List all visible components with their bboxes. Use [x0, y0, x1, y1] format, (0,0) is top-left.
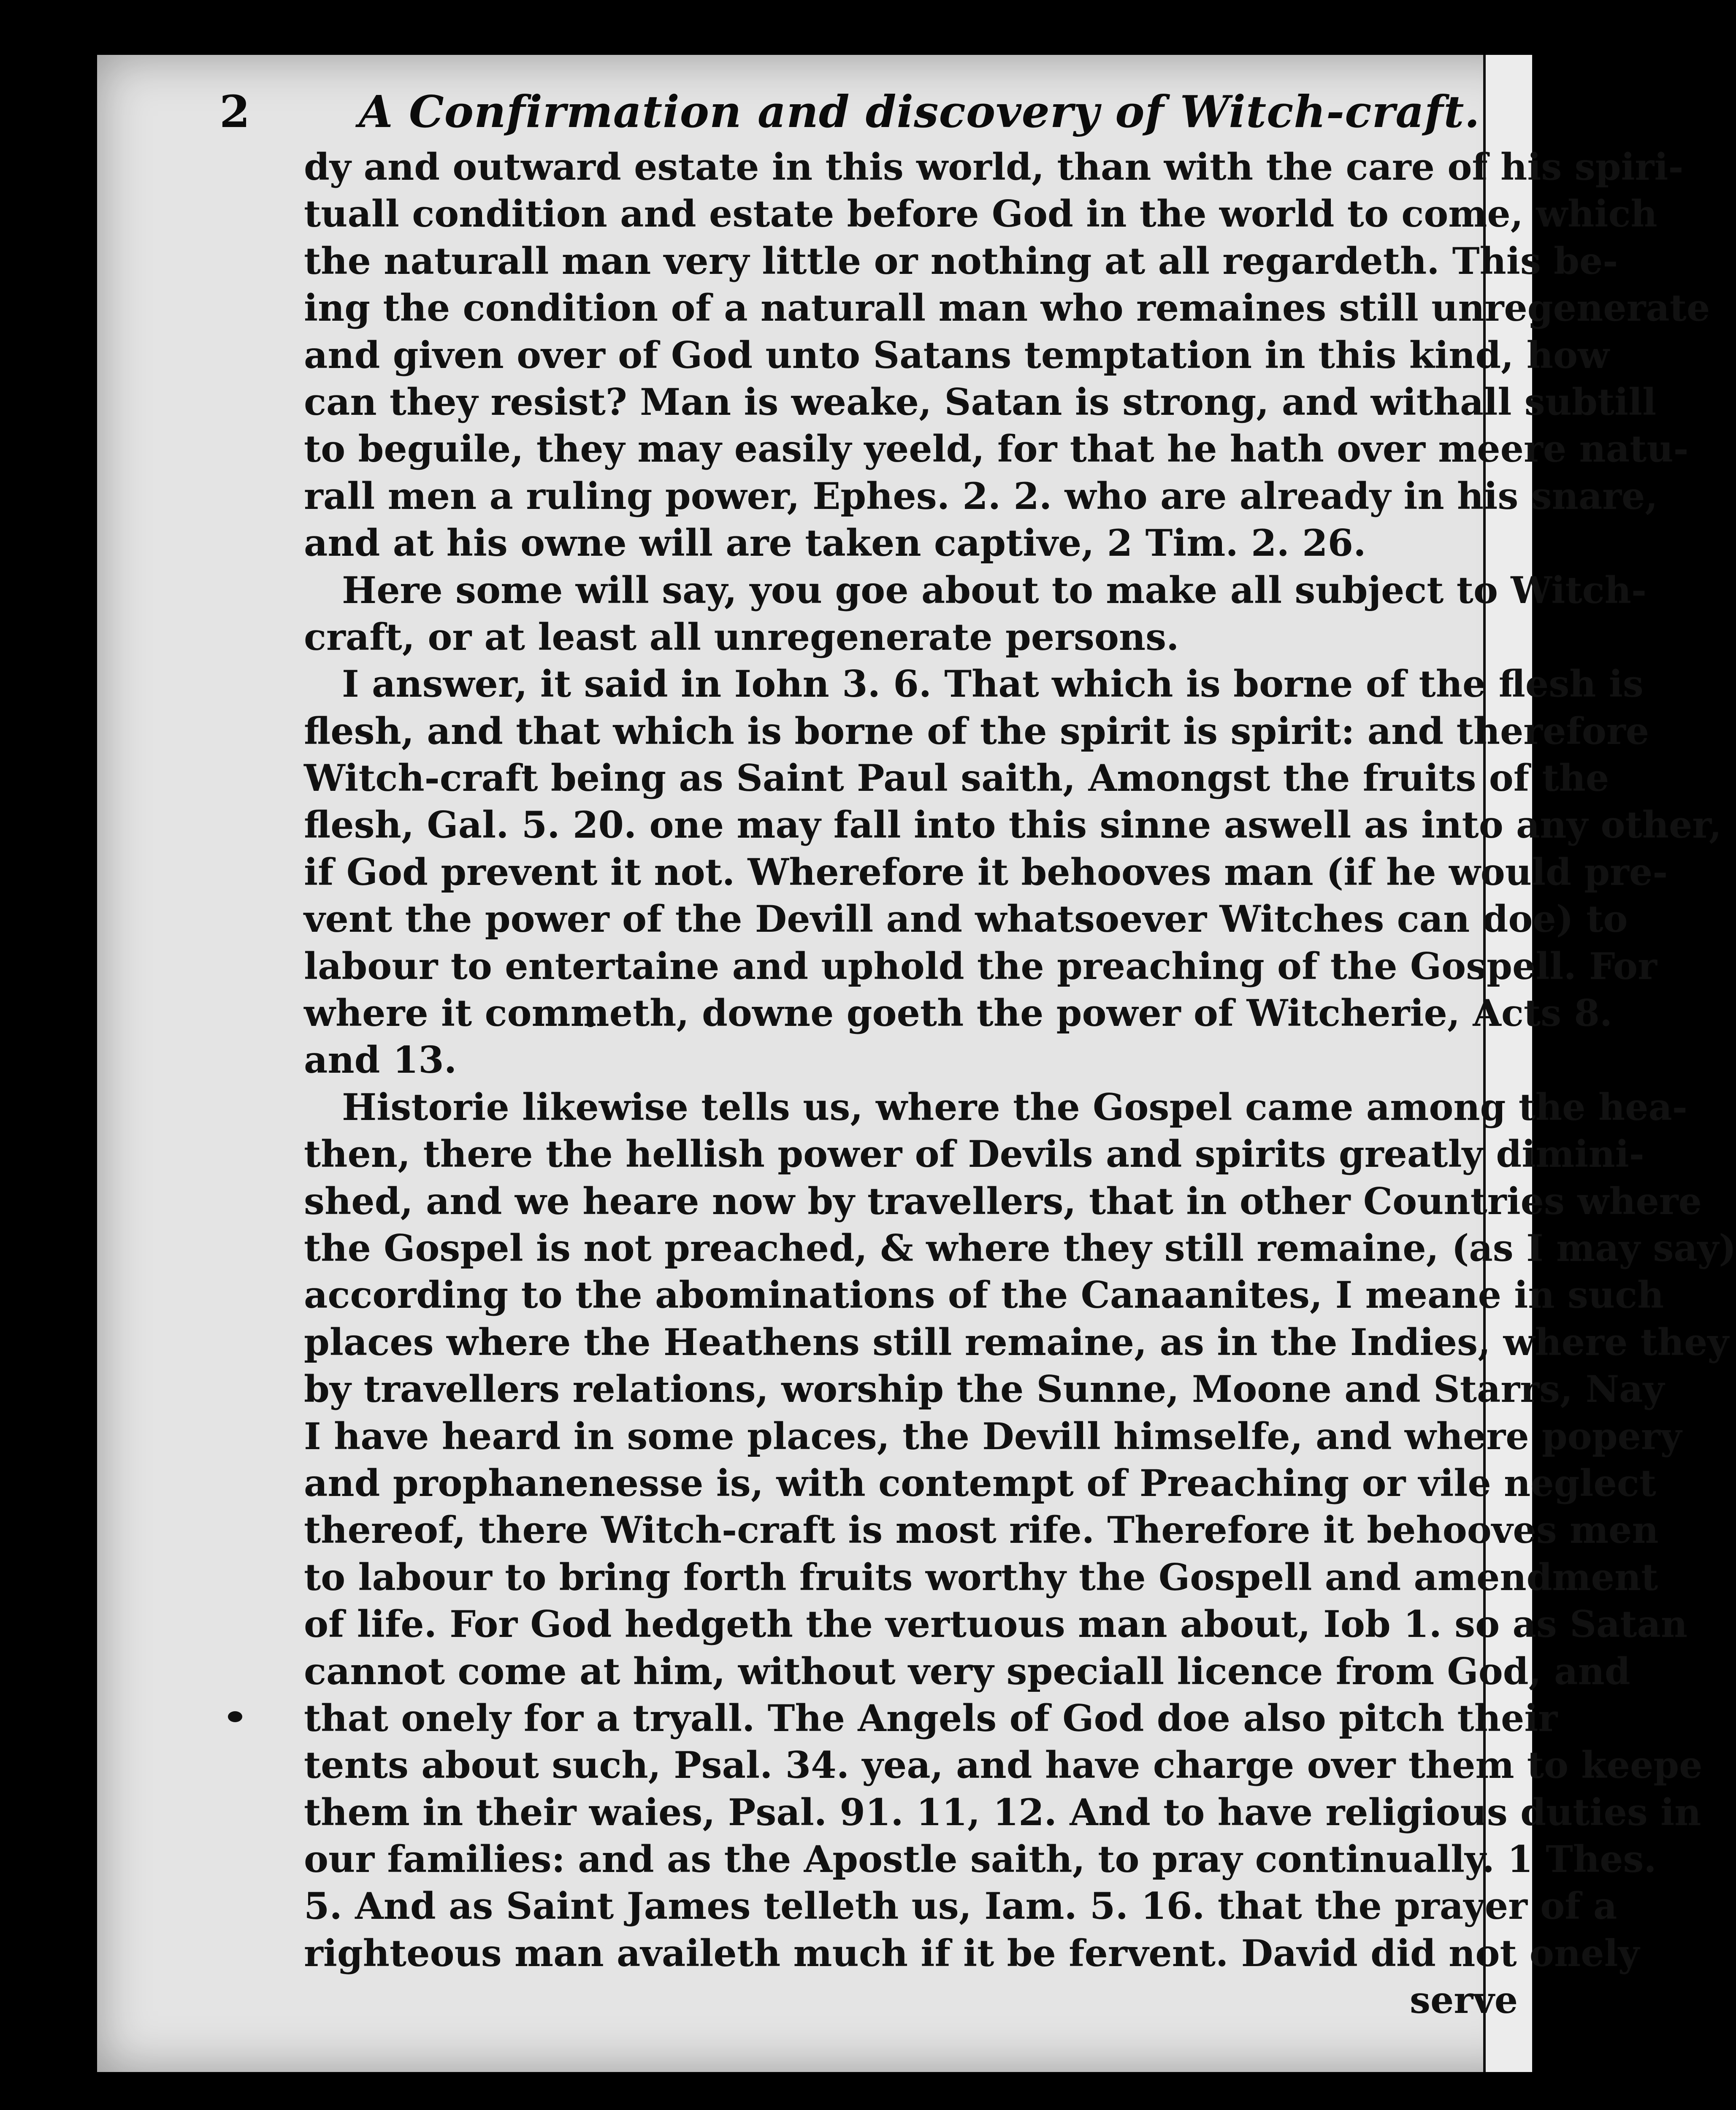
ink-blot	[228, 1711, 242, 1722]
text-line: dy and outward estate in this world, than with the care of his spiri-	[304, 145, 1684, 189]
text-line: and at his owne will are taken captive, 2 Tim. 2. 26.	[304, 521, 1366, 565]
text-line: righteous man availeth much if it be fervent. David did not onely	[304, 1931, 1640, 1975]
text-line: flesh, and that which is borne of the spirit is spirit: and therefore	[304, 709, 1649, 753]
text-line: places where the Heathens still remaine, as in the Indies, where they	[304, 1320, 1729, 1364]
text-line: tents about such, Psal. 34. yea, and have charge over them to keepe	[304, 1743, 1703, 1787]
text-line: tuall condition and estate before God in the world to come, which	[304, 192, 1657, 236]
text-line: ing the condition of a naturall man who remaines still unregenerate	[304, 286, 1710, 330]
running-title: A Confirmation and discovery of Witch-craft.	[359, 86, 1480, 138]
text-line: vent the power of the Devill and whatsoever Witches can doe) to	[304, 897, 1628, 941]
page-number: 2	[219, 86, 250, 138]
text-line: according to the abominations of the Canaanites, I meane in such	[304, 1273, 1664, 1317]
text-line: 5. And as Saint James telleth us, Iam. 5. 16. that the prayer of a	[304, 1884, 1617, 1928]
text-line: if God prevent it not. Wherefore it behooves man (if he would pre-	[304, 850, 1668, 894]
text-line: craft, or at least all unregenerate persons.	[304, 615, 1179, 659]
text-line: and 13.	[304, 1038, 457, 1082]
text-line: Here some will say, you goe about to make all subject to Witch-	[342, 568, 1647, 612]
text-line: to beguile, they may easily yeeld, for that he hath over meere natu-	[304, 427, 1689, 471]
body-text	[304, 143, 1736, 2024]
text-line: them in their waies, Psal. 91. 11, 12. And to have religious duties in	[304, 1790, 1701, 1834]
text-line: by travellers relations, worship the Sunne, Moone and Starrs, Nay	[304, 1367, 1665, 1411]
text-line: I answer, it said in Iohn 3. 6. That which is borne of the flesh is	[342, 662, 1644, 706]
text-line: our families: and as the Apostle saith, to pray continually. 1 Thes.	[304, 1837, 1657, 1881]
text-line: can they resist? Man is weake, Satan is strong, and withall subtill	[304, 380, 1657, 424]
text-line: flesh, Gal. 5. 20. one may fall into this sinne aswell as into any other,	[304, 803, 1722, 847]
page-header	[219, 84, 1486, 139]
text-line: the Gospel is not preached, & where they still remaine, (as I may say)	[304, 1226, 1736, 1270]
text-line: where it commeth, downe goeth the power of Witcherie, Acts 8.	[304, 991, 1613, 1035]
text-line: Witch-craft being as Saint Paul saith, Amongst the fruits of the	[304, 756, 1609, 800]
text-line: to labour to bring forth fruits worthy the Gospell and amendment	[304, 1555, 1658, 1599]
text-line: rall men a ruling power, Ephes. 2. 2. who are already in his snare,	[304, 474, 1658, 518]
text-line: and prophanenesse is, with contempt of Preaching or vile neglect	[304, 1461, 1656, 1505]
text-line: that onely for a tryall. The Angels of God doe also pitch their	[304, 1696, 1558, 1740]
text-line: labour to entertaine and uphold the preaching of the Gospell. For	[304, 944, 1657, 988]
text-line: the naturall man very little or nothing at all regardeth. This be-	[304, 239, 1618, 283]
text-line: then, there the hellish power of Devils and spirits greatly dimini-	[304, 1132, 1644, 1176]
text-line: shed, and we heare now by travellers, that in other Countries where	[304, 1179, 1702, 1223]
text-line: thereof, there Witch-craft is most rife. Therefore it behooves men	[304, 1508, 1659, 1552]
text-line: I have heard in some places, the Devill himselfe, and where popery	[304, 1414, 1682, 1458]
text-line: cannot come at him, without very speciall licence from God, and	[304, 1649, 1630, 1693]
text-line: Historie likewise tells us, where the Gospel came among the hea-	[342, 1085, 1687, 1129]
text-line: of life. For God hedgeth the vertuous man about, Iob 1. so as Satan	[304, 1602, 1688, 1646]
catchword: serve	[1410, 1978, 1518, 2022]
text-line: and given over of God unto Satans temptation in this kind, how	[304, 333, 1609, 377]
